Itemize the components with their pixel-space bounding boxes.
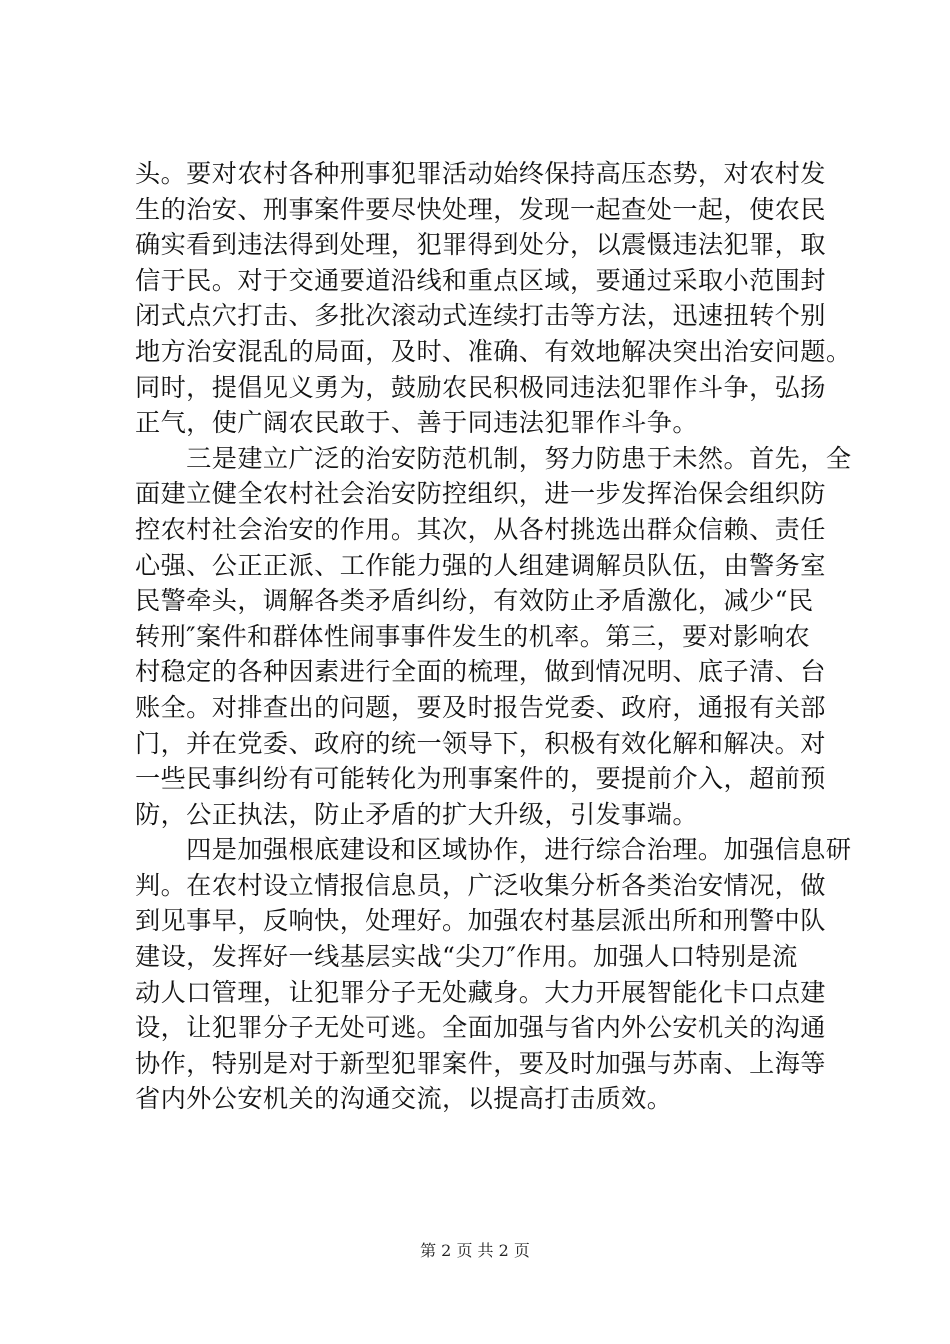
- text-line: 面建立健全农村社会治安防控组织，进一步发挥治保会组织防: [135, 479, 826, 509]
- text-line: 头。要对农村各种刑事犯罪活动始终保持高压态势，对农村发: [135, 159, 826, 188]
- text-line: 到见事早，反响快，处理好。加强农村基层派出所和刑警中队: [135, 906, 826, 936]
- text-line: 闭式点穴打击、多批次滚动式连续打击等方法，迅速扭转个别: [135, 301, 826, 331]
- text-line: 防，公正执法，防止矛盾的扩大升级，引发事端。: [135, 799, 698, 829]
- text-line: 门，并在党委、政府的统一领导下，积极有效化解和解决。对: [135, 728, 826, 758]
- text-line: 动人口管理，让犯罪分子无处藏身。大力开展智能化卡口点建: [135, 977, 826, 1007]
- text-line: 正气，使广阔农民敢于、善于同违法犯罪作斗争。: [135, 408, 698, 438]
- text-line: 判。在农村设立情报信息员，广泛收集分析各类治安情况，做: [135, 870, 826, 900]
- text-line: 账全。对排查出的问题，要及时报告党委、政府，通报有关部: [135, 692, 826, 722]
- text-line: 村稳定的各种因素进行全面的梳理，做到情况明、底子清、台: [135, 657, 826, 687]
- text-line: 三是建立广泛的治安防范机制，努力防患于未然。首先，全: [135, 443, 852, 473]
- text-line: 省内外公安机关的沟通交流，以提高打击质效。: [135, 1084, 673, 1114]
- text-line: 设，让犯罪分子无处可逃。全面加强与省内外公安机关的沟通: [135, 1013, 826, 1043]
- text-line: 地方治安混乱的局面，及时、准确、有效地解决突出治安问题。: [135, 336, 852, 366]
- text-line: 转刑″案件和群体性闹事事件发生的机率。第三，要对影响农: [135, 621, 811, 651]
- text-line: 协作，特别是对于新型犯罪案件，要及时加强与苏南、上海等: [135, 1048, 826, 1078]
- text-line: 建设，发挥好一线基层实战“尖刀″作用。加强人口特别是流: [135, 942, 798, 972]
- document-body: [135, 156, 852, 1117]
- text-line: 心强、公正正派、工作能力强的人组建调解员队伍，由警务室: [135, 550, 826, 580]
- text-line: 四是加强根底建设和区域协作，进行综合治理。加强信息研: [135, 835, 852, 865]
- text-line: 民警牵头，调解各类矛盾纠纷，有效防止矛盾激化，减少“民: [135, 586, 814, 616]
- page-number-footer: 第 2 页 共 2 页: [420, 1241, 530, 1260]
- text-line: 信于民。对于交通要道沿线和重点区域，要通过采取小范围封: [135, 265, 826, 295]
- text-line: 控农村社会治安的作用。其次，从各村挑选出群众信赖、责任: [135, 514, 826, 544]
- text-line: 同时，提倡见义勇为，鼓励农民积极同违法犯罪作斗争，弘扬: [135, 372, 826, 402]
- text-line: 确实看到违法得到处理，犯罪得到处分，以震慑违法犯罪，取: [135, 230, 826, 260]
- text-line: 生的治安、刑事案件要尽快处理，发现一起查处一起，使农民: [135, 194, 826, 224]
- text-line: 一些民事纠纷有可能转化为刑事案件的，要提前介入，超前预: [135, 764, 826, 794]
